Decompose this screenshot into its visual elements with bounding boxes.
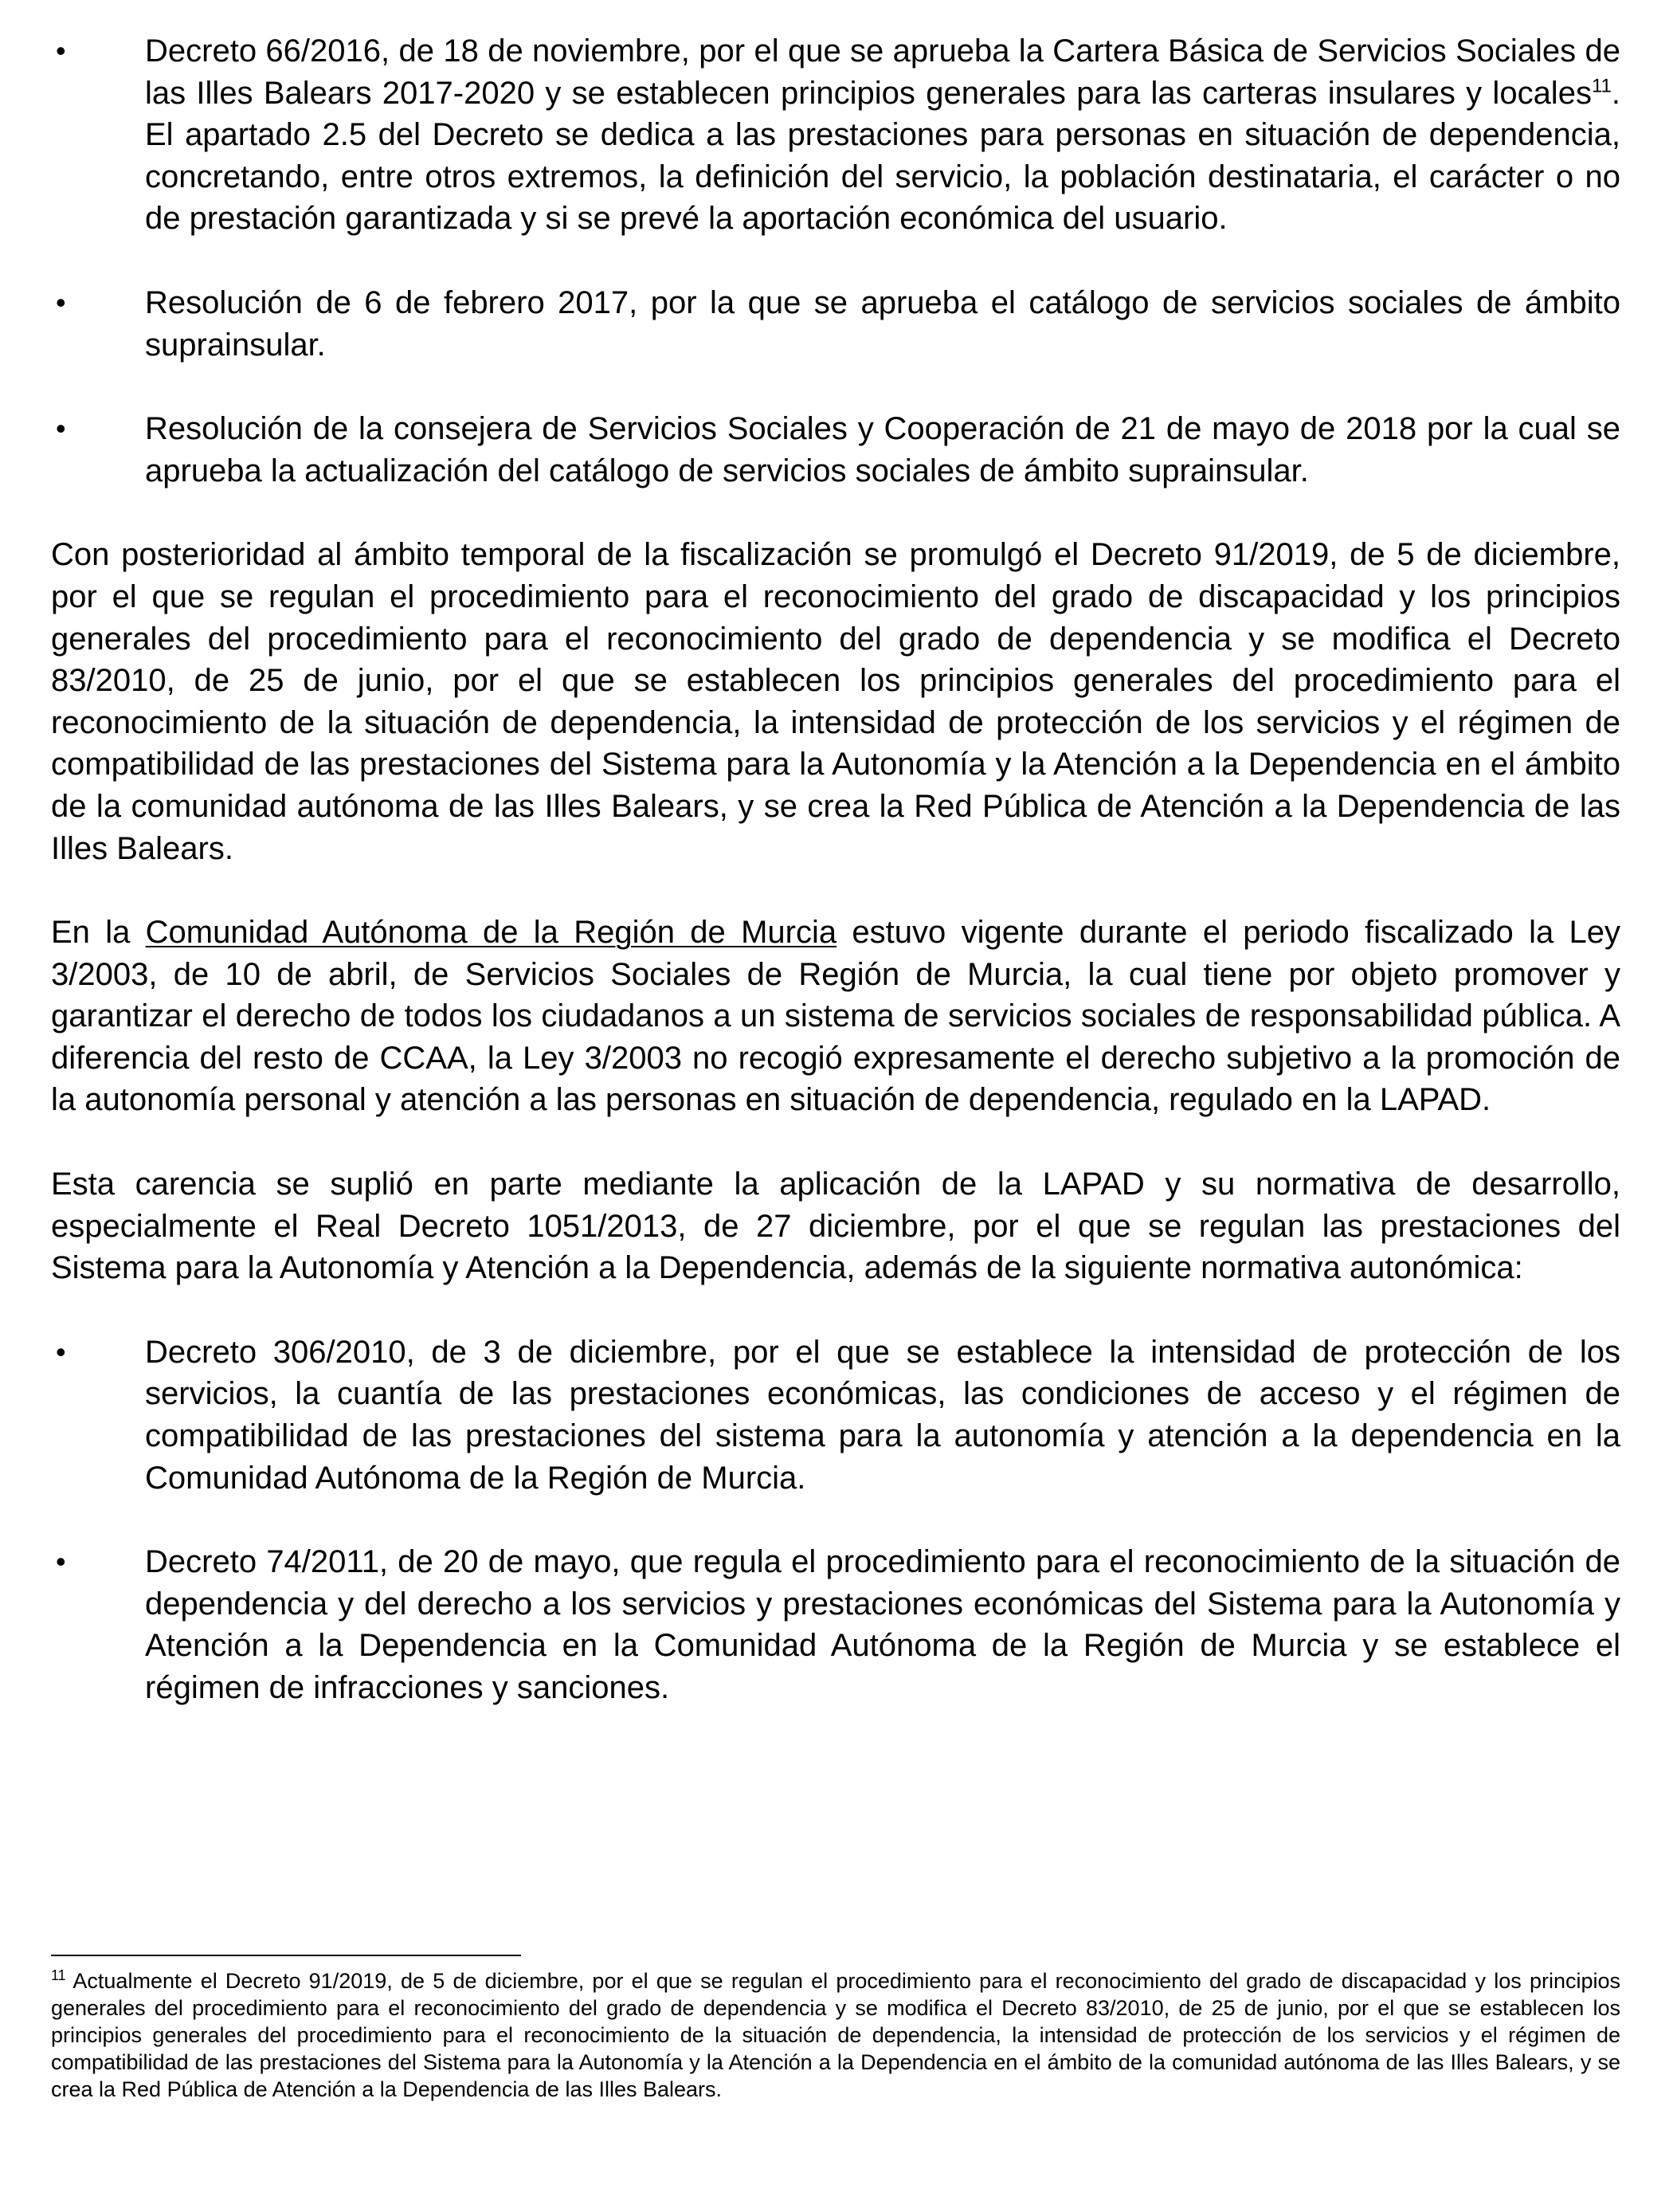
document-page	[51, 30, 1620, 1751]
footnote-area	[51, 1955, 1620, 2103]
footnote-reference[interactable]: 11	[1591, 75, 1612, 97]
bullet-icon: •	[56, 34, 66, 67]
bullet-text: Resolución de 6 de febrero 2017, por la que se aprueba el catálogo de servicios sociales de ámbito suprainsular.	[145, 284, 1620, 363]
paragraph-body: estuvo vigente durante el periodo fiscalizado la Ley 3/2003, de 10 de abril, de Servicios Sociales de Región de Murcia, la cual tiene por objeto promover y garantizar el derecho de todos los ciudadanos a un sistema de servicios sociales de responsabilidad pública. A diferencia del resto de CCAA, la Ley 3/2003 no recogió expresamente el derecho subjetivo a la promoción de la autonomía personal y atención a las personas en situación de dependencia, regulado en la LAPAD.	[51, 915, 1620, 1118]
footnote-11	[51, 1967, 1620, 2103]
bullet-text: Decreto 74/2011, de 20 de mayo, que regula el procedimiento para el reconocimiento de la situación de dependencia y del derecho a los servicios y prestaciones económicas del Sistema para la Autonomía y Atención a la Dependencia en la Comunidad Autónoma de la Región de Murcia y se establece el régimen de infracciones y sanciones.	[145, 1544, 1620, 1705]
bullet-decreto-66-2016	[51, 30, 1620, 240]
bullet-text: Decreto 306/2010, de 3 de diciembre, por el que se establece la intensidad de protección de los servicios, la cuantía de las prestaciones económicas, las condiciones de acceso y el régimen de compatibilidad de las prestaciones del sistema para la autonomía y atención a la dependencia en la Comunidad Autónoma de la Región de Murcia.	[145, 1334, 1620, 1496]
bullet-icon: •	[56, 412, 66, 445]
bullet-decreto-74-2011	[51, 1541, 1620, 1708]
paragraph-lead: En la	[51, 915, 146, 951]
bullet-decreto-306-2010	[51, 1332, 1620, 1499]
bullet-text-continued: . El apartado 2.5 del Decreto se dedica a las prestaciones para personas en situación de dependencia, concretando, entre otros extremos, la definición del servicio, la población destinataria, el carácter o no de prestación garantizada y si se prevé la aportación económica del usuario.	[145, 75, 1620, 237]
footnote-body: Actualmente el Decreto 91/2019, de 5 de diciembre, por el que se regulan el procedimiento para el reconocimiento del grado de discapacidad y los principios generales del procedimiento para el reconocimiento del grado de dependencia y se modifica el Decreto 83/2010, de 25 de junio, por el que se establecen los principios generales del procedimiento para el reconocimiento de la situación de dependencia, la intensidad de protección de los servicios y el régimen de compatibilidad de las prestaciones del Sistema para la Autonomía y la Atención a la Dependencia en el ámbito de la comunidad autónoma de las Illes Balears, y se crea la Red Pública de Atención a la Dependencia de las Illes Balears.	[51, 1969, 1620, 2101]
bullet-icon: •	[56, 285, 66, 319]
paragraph-decreto-91-2019: Con posterioridad al ámbito temporal de la fiscalización se promulgó el Decreto 91/2019, de 5 de diciembre, por el que se regulan el procedimiento para el reconocimiento del grado de discapacidad y los principios generales del procedimiento para el reconocimiento del grado de dependencia y se modifica el Decreto 83/2010, de 25 de junio, por el que se establecen los principios generales del procedimiento para el reconocimiento de la situación de dependencia, la intensidad de protección de los servicios y el régimen de compatibilidad de las prestaciones del Sistema para la Autonomía y la Atención a la Dependencia en el ámbito de la comunidad autónoma de las Illes Balears, y se crea la Red Pública de Atención a la Dependencia de las Illes Balears.	[51, 537, 1620, 866]
bullet-icon: •	[56, 1335, 66, 1368]
region-murcia-heading: Comunidad Autónoma de la Región de Murcia	[145, 915, 837, 951]
bullet-icon: •	[56, 1545, 66, 1579]
bullet-text: Resolución de la consejera de Servicios Sociales y Cooperación de 21 de mayo de 2018 por la cual se aprueba la actualización del catálogo de servicios sociales de ámbito suprainsular.	[145, 411, 1620, 488]
paragraph-region-murcia	[51, 912, 1620, 1121]
bullet-resolucion-2018	[51, 408, 1620, 492]
bullet-resolucion-2017	[51, 282, 1620, 366]
bullet-text: Decreto 66/2016, de 18 de noviembre, por el que se aprueba la Cartera Básica de Servicios Sociales de las Illes Balears 2017-2020 y se establecen principios generales para las carteras insulares y locales	[145, 33, 1620, 111]
footnote-number: 11	[51, 1967, 66, 1983]
paragraph-carencia: Esta carencia se suplió en parte mediante la aplicación de la LAPAD y su normativa de desarrollo, especialmente el Real Decreto 1051/2013, de 27 diciembre, por el que se regulan las prestaciones del Sistema para la Autonomía y Atención a la Dependencia, además de la siguiente normativa autonómica:	[51, 1167, 1620, 1286]
footnote-separator	[51, 1955, 521, 1956]
